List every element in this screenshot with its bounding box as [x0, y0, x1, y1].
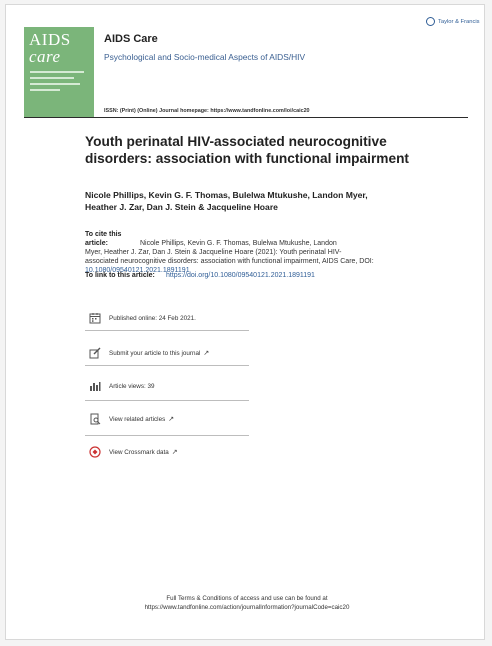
calendar-icon — [89, 312, 101, 324]
related-row[interactable] — [89, 413, 174, 425]
external-link-icon: ↗ — [203, 350, 210, 357]
views-row — [89, 380, 155, 392]
footer-text: Full Terms & Conditions of access and use can be found at — [166, 595, 328, 602]
journal-cover-image — [24, 27, 94, 117]
edit-icon — [89, 347, 101, 359]
divider — [85, 435, 249, 436]
cover-decoration — [30, 77, 74, 79]
divider — [85, 330, 249, 331]
cover-title-line1: AIDS — [29, 30, 71, 49]
article-doi-link[interactable]: https://doi.org/10.1080/09540121.2021.1891191 — [166, 272, 315, 279]
journal-subtitle: Psychological and Socio-medical Aspects of AIDS/HIV — [104, 52, 306, 62]
journal-name: AIDS Care — [104, 33, 158, 45]
submit-article-link[interactable]: Submit your article to this journal — [109, 349, 201, 357]
divider — [24, 117, 468, 118]
search-document-icon — [89, 413, 101, 425]
link-label: To link to this article: — [85, 272, 155, 279]
crossmark-icon — [89, 446, 101, 458]
issn-line: ISSN: (Print) (Online) Journal homepage: https://www.tandfonline.com/loi/caic20 — [104, 108, 310, 114]
authors-line: Nicole Phillips, Kevin G. F. Thomas, Bulelwa Mtukushe, Landon Myer, — [85, 190, 368, 200]
publisher-name: Taylor & Francis — [438, 18, 480, 25]
crossmark-link[interactable]: View Crossmark data — [109, 448, 169, 456]
published-row — [89, 312, 196, 324]
published-date: Published online: 24 Feb 2021. — [109, 314, 196, 322]
cite-label: To cite this article: — [85, 231, 122, 247]
document-page — [5, 4, 485, 640]
publisher-logo-icon — [426, 17, 435, 26]
author-list — [85, 189, 445, 213]
article-title: Youth perinatal HIV-associated neurocognitive disorders: association with functional impairment — [85, 134, 409, 166]
related-articles-link[interactable]: View related articles — [109, 415, 166, 423]
divider — [85, 365, 249, 366]
cover-title-line2: care — [29, 47, 61, 66]
cite-line: Myer, Heather J. Zar, Dan J. Stein & Jacqueline Hoare (2021): Youth perinatal HIV- — [85, 249, 342, 256]
cover-decoration — [30, 71, 84, 73]
article-views: Article views: 39 — [109, 382, 155, 390]
cite-line: associated neurocognitive disorders: association with functional impairment, AIDS Care, DOI: — [85, 258, 374, 265]
cover-decoration — [30, 83, 80, 85]
cite-doi-link[interactable]: 10.1080/09540121.2021.1891191 — [85, 267, 190, 274]
external-link-icon: ↗ — [171, 449, 178, 456]
submit-row[interactable] — [89, 347, 209, 359]
divider — [85, 400, 249, 401]
cover-title — [29, 31, 71, 65]
footer-link[interactable]: https://www.tandfonline.com/action/journalInformation?journalCode=caic20 — [144, 604, 350, 611]
external-link-icon: ↗ — [168, 416, 175, 423]
crossmark-row[interactable] — [89, 446, 178, 458]
cover-decoration — [30, 89, 60, 91]
citation — [85, 230, 425, 275]
cite-line: Nicole Phillips, Kevin G. F. Thomas, Bulelwa Mtukushe, Landon — [140, 240, 337, 247]
authors-line: Heather J. Zar, Dan J. Stein & Jacqueline Hoare — [85, 202, 278, 212]
publisher-logo — [426, 17, 480, 26]
bar-chart-icon — [89, 380, 101, 392]
